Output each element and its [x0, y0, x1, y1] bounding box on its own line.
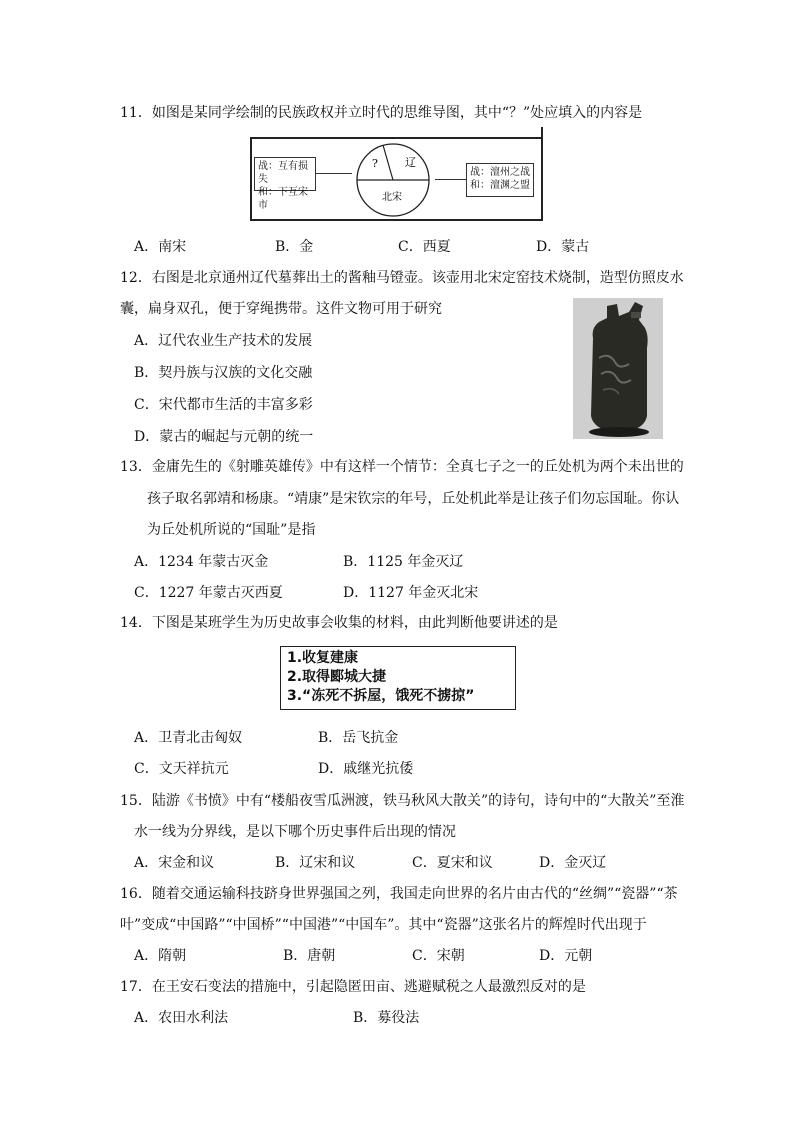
right-box-line1: 战：澶州之战: [470, 167, 530, 178]
q12-stem-line1: 12．右图是北京通州辽代墓葬出土的酱釉马镫壶。该壶用北宋定窑技术烧制，造型仿照皮水: [120, 270, 684, 286]
q16-stem-line2: 叶”变成“中国路”“中国桥”“中国港”“中国车”。其中“瓷器”这张名片的辉煌时代出现于: [120, 917, 647, 933]
circle-liao-label: 辽: [405, 156, 416, 169]
map-frame-left: [250, 137, 252, 221]
material-item-1: 1.收复建康: [287, 650, 359, 666]
left-connector: [316, 173, 352, 174]
right-relation-box: [466, 163, 534, 197]
regime-circle: [350, 142, 436, 218]
q13-stem-line3: 为丘处机所说的“国耻”是指: [147, 522, 316, 538]
circle-beisong-label: 北宋: [382, 192, 402, 203]
q13-option-d[interactable]: D．1127 年金灭北宋: [343, 585, 479, 601]
q14-option-b[interactable]: B．岳飞抗金: [318, 730, 399, 746]
q14-material-box: [280, 646, 516, 710]
q14-option-a[interactable]: A．卫青北击匈奴: [134, 730, 243, 746]
q13-stem-line1: 13．金庸先生的《射雕英雄传》中有这样一个情节：全真七子之一的丘处机为两个未出世的: [120, 459, 684, 475]
q15-stem-line2: 水一线为分界线，是以下哪个历史事件后出现的情况: [134, 824, 456, 840]
q11-stem: 11．如图是某同学绘制的民族政权并立时代的思维导图，其中“？”处应填入的内容是: [120, 105, 643, 121]
q14-option-c[interactable]: C．文天祥抗元: [134, 761, 229, 777]
q14-option-d[interactable]: D．戚继光抗倭: [318, 761, 414, 777]
q16-option-d[interactable]: D．元朝: [539, 948, 593, 964]
q12-stem-line2: 囊，扁身双孔，便于穿绳携带。这件文物可用于研究: [120, 301, 442, 317]
q15-option-a[interactable]: A．宋金和议: [134, 855, 215, 871]
q16-stem-line1: 16．随着交通运输科技跻身世界强国之列，我国走向世界的名片由古代的“丝绸”“瓷器”“茶: [120, 886, 678, 902]
flask-image: [573, 298, 663, 439]
q11-option-a[interactable]: A．南宋: [134, 239, 187, 255]
q13-option-b[interactable]: B．1125 年金灭辽: [343, 554, 464, 570]
q12-option-b[interactable]: B．契丹族与汉族的文化交融: [134, 365, 313, 381]
q12-option-a[interactable]: A．辽代农业生产技术的发展: [134, 333, 313, 349]
q15-option-d[interactable]: D．金灭辽: [539, 855, 607, 871]
q15-stem-line1: 15．陆游《书愤》中有“楼船夜雪瓜洲渡，铁马秋风大散关”的诗句，诗句中的“大散关”至淮: [120, 793, 685, 809]
q17-option-a[interactable]: A．农田水利法: [134, 1010, 229, 1026]
q16-option-c[interactable]: C．宋朝: [412, 948, 465, 964]
q13-stem-line2: 孩子取名郭靖和杨康。“靖康”是宋钦宗的年号，丘处机此举是让孩子们勿忘国耻。你认: [147, 491, 680, 507]
material-item-3: 3.“冻死不拆屋，饿死不掳掠”: [287, 688, 475, 704]
circle-question-label: ?: [372, 157, 378, 170]
q16-option-b[interactable]: B．唐朝: [283, 948, 336, 964]
q13-option-c[interactable]: C．1227 年蒙古灭西夏: [134, 585, 283, 601]
q13-option-a[interactable]: A．1234 年蒙古灭金: [134, 554, 269, 570]
q15-option-b[interactable]: B．辽宋和议: [275, 855, 356, 871]
map-frame-right: [541, 127, 543, 221]
q12-option-c[interactable]: C．宋代都市生活的丰富多彩: [134, 397, 313, 413]
q11-option-d[interactable]: D．蒙古: [536, 239, 590, 255]
q14-stem: 14．下图是某班学生为历史故事会收集的材料，由此判断他要讲述的是: [120, 615, 558, 631]
q11-mind-map: [250, 127, 543, 221]
q16-option-a[interactable]: A．隋朝: [134, 948, 187, 964]
ceramic-flask-photo: [573, 298, 663, 439]
q11-option-b[interactable]: B．金: [275, 239, 314, 255]
circle-slant-divider: [383, 145, 393, 180]
left-box-line1: 战：互有损失: [258, 161, 308, 185]
q15-option-c[interactable]: C．夏宋和议: [412, 855, 493, 871]
q12-option-d[interactable]: D．蒙古的崛起与元朝的统一: [134, 429, 314, 445]
q17-stem: 17．在王安石变法的措施中，引起隐匿田亩、逃避赋税之人最激烈反对的是: [120, 979, 586, 995]
map-frame-bottom: [250, 219, 543, 221]
q17-option-b[interactable]: B．募役法: [353, 1010, 420, 1026]
left-relation-box: [254, 157, 316, 211]
left-box-line2: 和：下互宋市: [258, 187, 308, 211]
right-connector: [435, 179, 466, 180]
material-item-2: 2.取得郾城大捷: [287, 669, 387, 685]
map-frame-top: [250, 137, 543, 139]
q11-option-c[interactable]: C．西夏: [398, 239, 451, 255]
right-box-line2: 和：澶渊之盟: [470, 180, 530, 191]
